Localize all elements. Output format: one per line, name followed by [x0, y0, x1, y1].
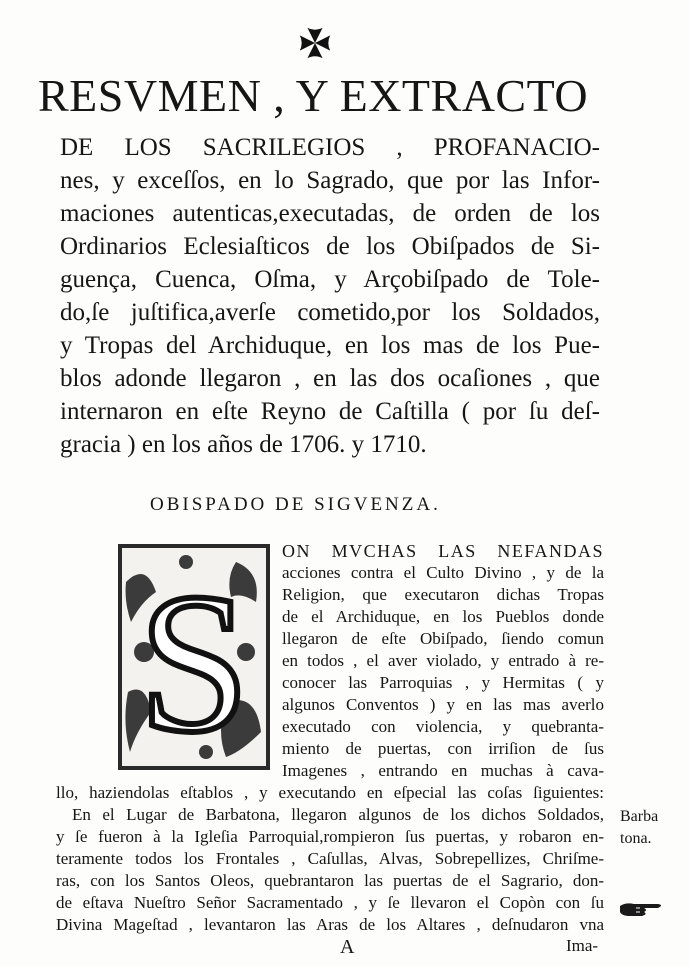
drop-cap-letter: S — [138, 553, 250, 772]
body-line: conocer las Parroquias , y Hermitas ( y — [282, 673, 604, 692]
catchword: Ima- — [566, 936, 599, 955]
signature-mark: A — [340, 936, 355, 958]
body-line: de eſtava Nueſtro Señor Sacramentado , y ſe llevaron el Copòn con ſu — [56, 893, 604, 912]
title-line: nes, y exceſſos, en lo Sagrado, que por las Infor- — [60, 167, 600, 194]
body-line: de el Archiduque, en los Pueblos donde — [282, 607, 604, 626]
body-line: executado con violencia, y quebranta- — [282, 717, 604, 736]
document-title: RESVMEN , Y EXTRACTO — [38, 70, 589, 121]
maltese-cross-icon — [296, 24, 334, 62]
title-line: blos adonde llegaron , en las dos ocaſiones , que — [60, 365, 600, 392]
body-line: Religion, que executaron dichas Tropas — [282, 585, 604, 604]
body-line: llegaron de eſte Obiſpado, ſiendo comun — [282, 629, 604, 648]
body-line: llo, haziendolas eſtablos , y executando en eſpecial las coſas ſiguientes: — [56, 783, 604, 802]
marginal-note: tona. — [620, 830, 652, 847]
body-line: teramente todos los Frontales , Caſullas, Alvas, Sobrepellizes, Chriſme- — [56, 849, 604, 868]
title-line: y Tropas del Archiduque, en los mas de los Pue- — [60, 332, 600, 359]
body-line: ras, con los Santos Oleos, quebrantaron las puertas de el Sagrario, don- — [56, 871, 604, 890]
marginal-note: Barba — [620, 808, 659, 825]
title-line: DE LOS SACRILEGIOS , PROFANACIO- — [60, 134, 600, 161]
body-line: acciones contra el Culto Divino , y de la — [282, 563, 604, 582]
body-line: algunos Conventos ) y en las mas averlo — [282, 695, 604, 714]
title-line: internaron en eſte Reyno de Caſtilla ( por ſu deſ- — [60, 398, 600, 425]
body-line: miento de puertas, con irriſion de ſus — [282, 739, 604, 758]
body-line: ON MVCHAS LAS NEFANDAS — [282, 541, 604, 561]
ornamental-drop-cap — [116, 542, 272, 772]
body-line: y ſe fueron à la Igleſia Parroquial,rompieron ſus puertas, y robaron en- — [56, 827, 604, 846]
body-line: En el Lugar de Barbatona, llegaron algunos de los dichos Soldados, — [72, 805, 604, 824]
body-line: en todos , el aver violado, y entrado à re- — [282, 651, 604, 670]
title-line: do,ſe juſtifica,averſe cometido,por los Soldados, — [60, 299, 600, 326]
title-line: Ordinarios Eclesiaſticos de los Obiſpados de Si- — [60, 233, 600, 260]
body-line: Divina Mageſtad , levantaron las Aras de los Altares , deſnudaron vna — [56, 915, 604, 934]
section-heading: OBISPADO DE SIGVENZA. — [150, 494, 441, 515]
title-line: maciones autenticas,executadas, de orden de los — [60, 200, 600, 227]
title-line: guença, Cuenca, Oſma, y Arçobiſpado de Tole- — [60, 266, 600, 293]
title-line: gracia ) en los años de 1706. y 1710. — [60, 431, 427, 458]
body-line: Imagenes , entrando en muchas à cava- — [282, 761, 604, 780]
pointing-hand-icon — [618, 898, 666, 920]
